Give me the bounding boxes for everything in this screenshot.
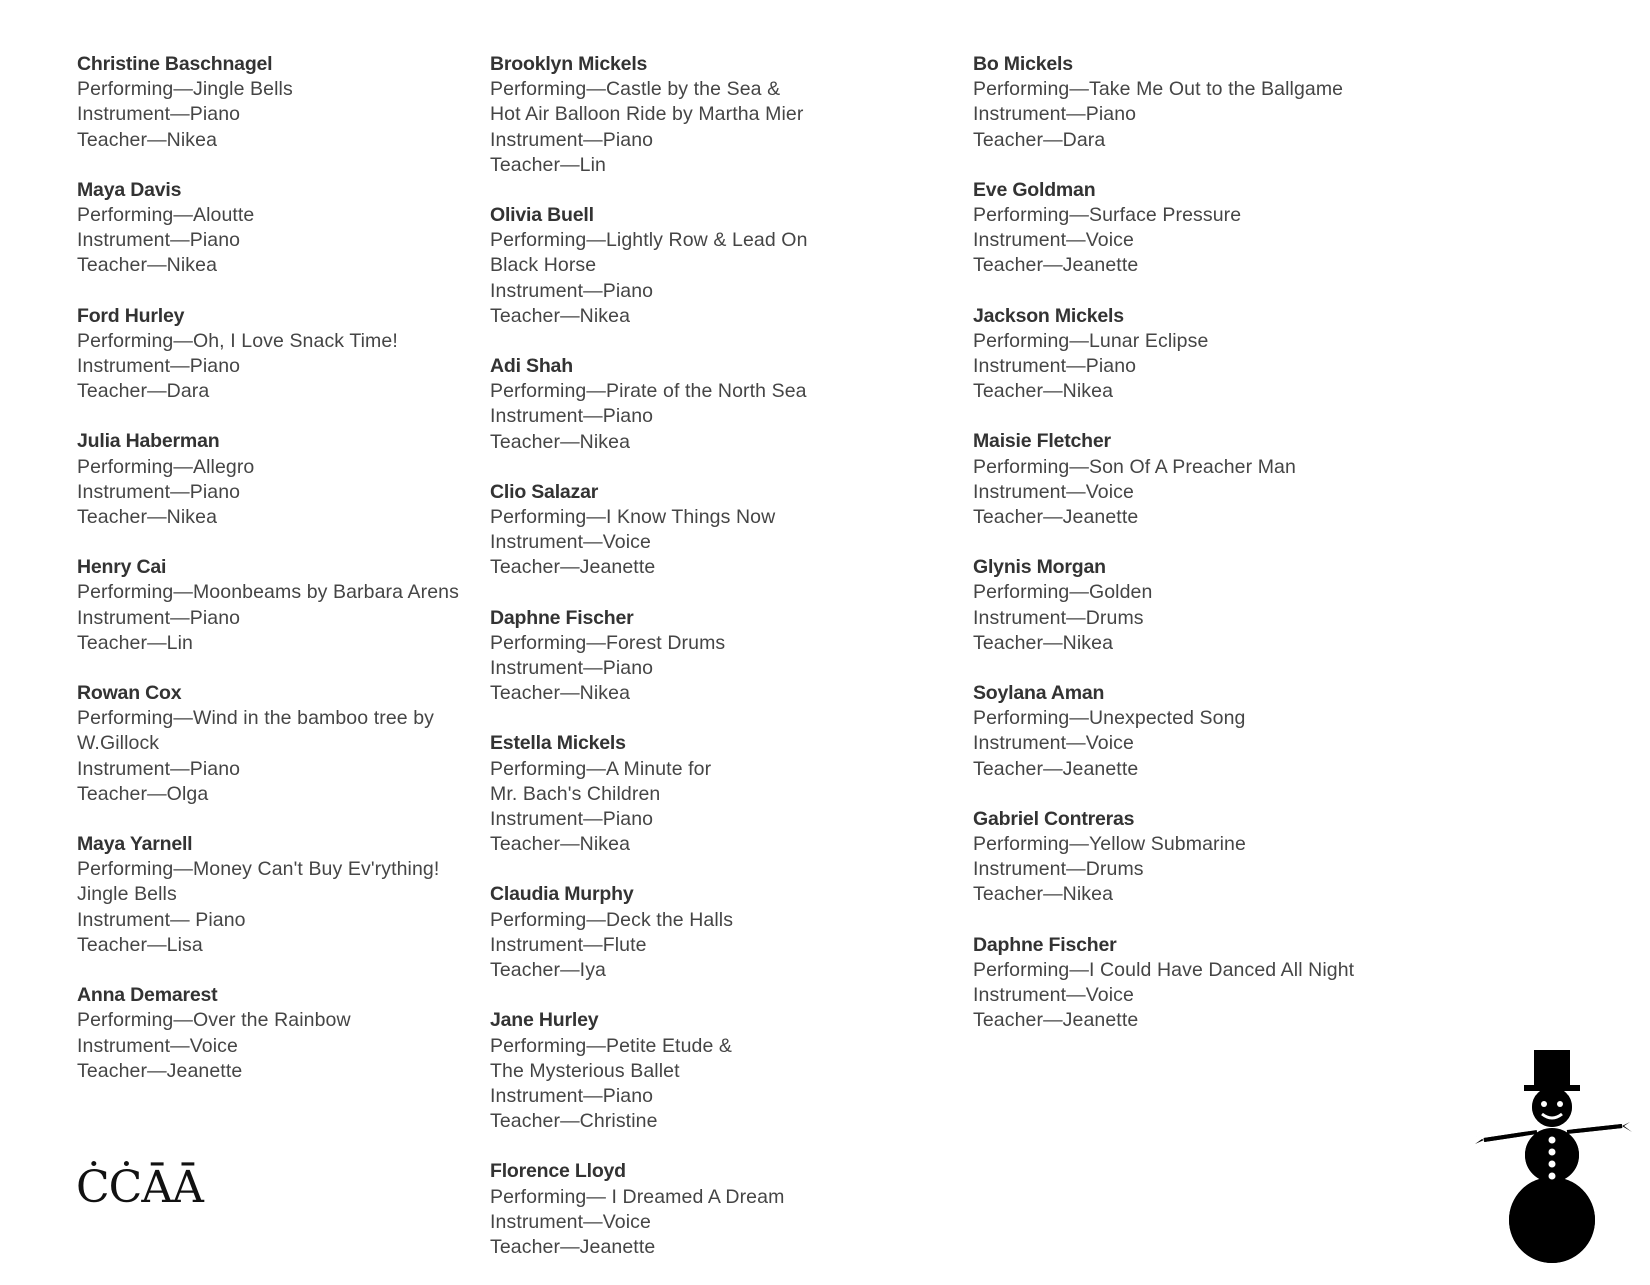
- performer-detail: Instrument— Piano: [77, 908, 246, 931]
- performer-entry: [77, 304, 477, 405]
- performer-entry: [77, 178, 477, 279]
- performer-detail: Teacher—Nikea: [973, 380, 1114, 403]
- performer-detail: Instrument—Piano: [77, 103, 241, 126]
- performer-detail: Performing—Son Of A Preacher Man: [973, 455, 1296, 478]
- performer-entry: [77, 52, 477, 153]
- snowman-icon: [1462, 1040, 1642, 1270]
- performer-name: Gabriel Contreras: [973, 807, 1135, 830]
- performer-detail: Teacher—Nikea: [490, 833, 631, 856]
- performer-name: Brooklyn Mickels: [490, 53, 648, 75]
- performer-detail: Performing—Deck the Halls: [490, 908, 734, 931]
- performer-detail: Instrument—Piano: [973, 355, 1137, 378]
- performer-detail: The Mysterious Ballet: [490, 1059, 680, 1082]
- performer-entry: [973, 52, 1453, 153]
- performer-entry: [973, 178, 1453, 279]
- performer-detail: Instrument—Piano: [490, 1084, 654, 1107]
- performer-name: Olivia Buell: [490, 204, 594, 227]
- performer-column-2: [490, 52, 930, 1285]
- performer-detail: Teacher—Lin: [77, 631, 193, 654]
- performer-detail: Instrument—Piano: [77, 355, 241, 378]
- performer-name: Florence Lloyd: [490, 1160, 626, 1183]
- performer-detail: Teacher—Jeanette: [973, 1009, 1139, 1032]
- performer-detail: Instrument—Drums: [973, 606, 1144, 629]
- performer-detail: Performing—Yellow Submarine: [973, 833, 1246, 856]
- performer-entry: [77, 832, 477, 958]
- performer-name: Estella Mickels: [490, 732, 626, 755]
- performer-name: Claudia Murphy: [490, 883, 634, 906]
- performer-name: Adi Shah: [490, 355, 573, 378]
- performer-detail: Instrument—Voice: [973, 984, 1134, 1007]
- performer-entry: [77, 429, 477, 530]
- performer-name: Eve Goldman: [973, 178, 1096, 201]
- performer-detail: Performing— I Dreamed A Dream: [490, 1185, 785, 1208]
- performer-detail: Teacher—Jeanette: [77, 1059, 243, 1082]
- performer-entry: [490, 480, 930, 581]
- performer-detail: Black Horse: [490, 254, 597, 277]
- performer-name: Maya Davis: [77, 178, 182, 201]
- performer-detail: Teacher—Jeanette: [973, 506, 1139, 529]
- performer-detail: Performing—Golden: [973, 581, 1153, 604]
- performer-detail: Teacher—Nikea: [77, 254, 218, 277]
- performer-detail: Instrument—Voice: [490, 531, 651, 554]
- performer-entry: [77, 983, 477, 1084]
- performer-name: Soylana Aman: [973, 682, 1105, 705]
- performer-detail: Teacher—Nikea: [973, 883, 1114, 906]
- performer-name: Maya Yarnell: [77, 833, 193, 856]
- performer-detail: Teacher—Jeanette: [973, 757, 1139, 780]
- performer-detail: Instrument—Piano: [490, 279, 654, 302]
- performer-name: Bo Mickels: [973, 53, 1073, 75]
- performer-detail: Teacher—Dara: [77, 380, 210, 403]
- performer-entry: [973, 681, 1453, 782]
- performer-detail: Performing—Surface Pressure: [973, 204, 1242, 227]
- performer-detail: Instrument—Voice: [973, 480, 1134, 503]
- performer-detail: Performing—Take Me Out to the Ballgame: [973, 78, 1344, 101]
- performer-detail: Performing—Allegro: [77, 455, 255, 478]
- performer-detail: Teacher—Lisa: [77, 933, 203, 956]
- performer-detail: Teacher—Jeanette: [490, 1235, 656, 1258]
- performer-name: Ford Hurley: [77, 304, 185, 327]
- performer-entry: [973, 304, 1453, 405]
- ccaa-logo: ĊĊĀĀ: [76, 1162, 203, 1213]
- performer-detail: Instrument—Voice: [973, 732, 1134, 755]
- performer-entry: [77, 555, 477, 656]
- performer-entry: [490, 203, 930, 329]
- performer-detail: Instrument—Piano: [77, 229, 241, 252]
- performer-detail: Instrument—Piano: [77, 757, 241, 780]
- performer-name: Jackson Mickels: [973, 304, 1124, 327]
- performer-detail: Instrument—Piano: [973, 103, 1137, 126]
- performer-detail: Performing—Pirate of the North Sea: [490, 380, 807, 403]
- performer-column-3: [973, 52, 1453, 1059]
- performer-detail: Performing—Over the Rainbow: [77, 1009, 351, 1032]
- performer-detail: Teacher—Nikea: [77, 128, 218, 151]
- performer-detail: Teacher—Nikea: [973, 631, 1114, 654]
- performer-detail: Performing—Aloutte: [77, 204, 255, 227]
- performer-detail: W.Gillock: [77, 732, 160, 755]
- performer-detail: Mr. Bach's Children: [490, 782, 661, 805]
- performer-name: Julia Haberman: [77, 430, 220, 453]
- performer-detail: Performing—A Minute for: [490, 757, 712, 780]
- performer-entry: [490, 606, 930, 707]
- performer-detail: Teacher—Nikea: [490, 304, 631, 327]
- performer-detail: Instrument—Voice: [973, 229, 1134, 252]
- performer-detail: Performing—Unexpected Song: [973, 707, 1246, 730]
- performer-detail: Instrument—Piano: [490, 808, 654, 831]
- performer-detail: Performing—Lightly Row & Lead On: [490, 229, 808, 252]
- performer-name: Clio Salazar: [490, 480, 599, 503]
- performer-name: Glynis Morgan: [973, 556, 1106, 579]
- performer-name: Maisie Fletcher: [973, 430, 1111, 453]
- performer-detail: Teacher—Nikea: [490, 682, 631, 705]
- performer-detail: Performing—Petite Etude &: [490, 1034, 733, 1057]
- performer-detail: Teacher—Jeanette: [973, 254, 1139, 277]
- performer-detail: Instrument—Voice: [490, 1210, 651, 1233]
- performer-detail: Instrument—Piano: [490, 657, 654, 680]
- performer-entry: [490, 354, 930, 455]
- performer-name: Anna Demarest: [77, 984, 218, 1007]
- performer-detail: Performing—Castle by the Sea &: [490, 78, 781, 101]
- performer-detail: Jingle Bells: [77, 883, 177, 906]
- performer-entry: [973, 933, 1453, 1034]
- performer-detail: Performing—Jingle Bells: [77, 78, 293, 101]
- performer-entry: [490, 52, 930, 178]
- performer-detail: Performing—Lunar Eclipse: [973, 329, 1209, 352]
- performer-name: Jane Hurley: [490, 1009, 599, 1032]
- performer-detail: Teacher—Christine: [490, 1110, 658, 1133]
- performer-detail: Teacher—Jeanette: [490, 556, 656, 579]
- performer-detail: Teacher—Dara: [973, 128, 1106, 151]
- performer-detail: Instrument—Piano: [490, 128, 654, 151]
- performer-detail: Instrument—Flute: [490, 933, 647, 956]
- performer-detail: Performing—Wind in the bamboo tree by: [77, 707, 435, 730]
- performer-detail: Performing—Moonbeams by Barbara Arens: [77, 581, 459, 604]
- performer-entry: [490, 1008, 930, 1134]
- performer-detail: Performing—I Could Have Danced All Night: [973, 958, 1355, 981]
- performer-detail: Instrument—Voice: [77, 1034, 238, 1057]
- performer-column-1: [77, 52, 477, 1109]
- performer-detail: Teacher—Nikea: [490, 430, 631, 453]
- performer-entry: [490, 1159, 930, 1260]
- performer-entry: [490, 731, 930, 857]
- performer-detail: Teacher—Iya: [490, 959, 606, 982]
- performer-detail: Hot Air Balloon Ride by Martha Mier: [490, 103, 804, 126]
- performer-entry: [77, 681, 477, 807]
- performer-name: Henry Cai: [77, 556, 167, 579]
- performer-detail: Teacher—Lin: [490, 153, 606, 176]
- performer-detail: Performing—I Know Things Now: [490, 506, 776, 529]
- performer-detail: Instrument—Drums: [973, 858, 1144, 881]
- performer-detail: Teacher—Olga: [77, 782, 209, 805]
- performer-detail: Performing—Oh, I Love Snack Time!: [77, 329, 398, 352]
- performer-detail: Instrument—Piano: [490, 405, 654, 428]
- performer-entry: [973, 429, 1453, 530]
- performer-detail: Performing—Money Can't Buy Ev'rything!: [77, 858, 440, 881]
- performer-name: Daphne Fischer: [973, 933, 1117, 956]
- performer-detail: Teacher—Nikea: [77, 506, 218, 529]
- performer-detail: Instrument—Piano: [77, 606, 241, 629]
- performer-entry: [973, 807, 1453, 908]
- performer-name: Daphne Fischer: [490, 606, 634, 629]
- performer-entry: [490, 882, 930, 983]
- performer-entry: [973, 555, 1453, 656]
- performer-detail: Performing—Forest Drums: [490, 631, 726, 654]
- performer-detail: Instrument—Piano: [77, 480, 241, 503]
- performer-name: Rowan Cox: [77, 682, 182, 705]
- performer-name: Christine Baschnagel: [77, 53, 273, 75]
